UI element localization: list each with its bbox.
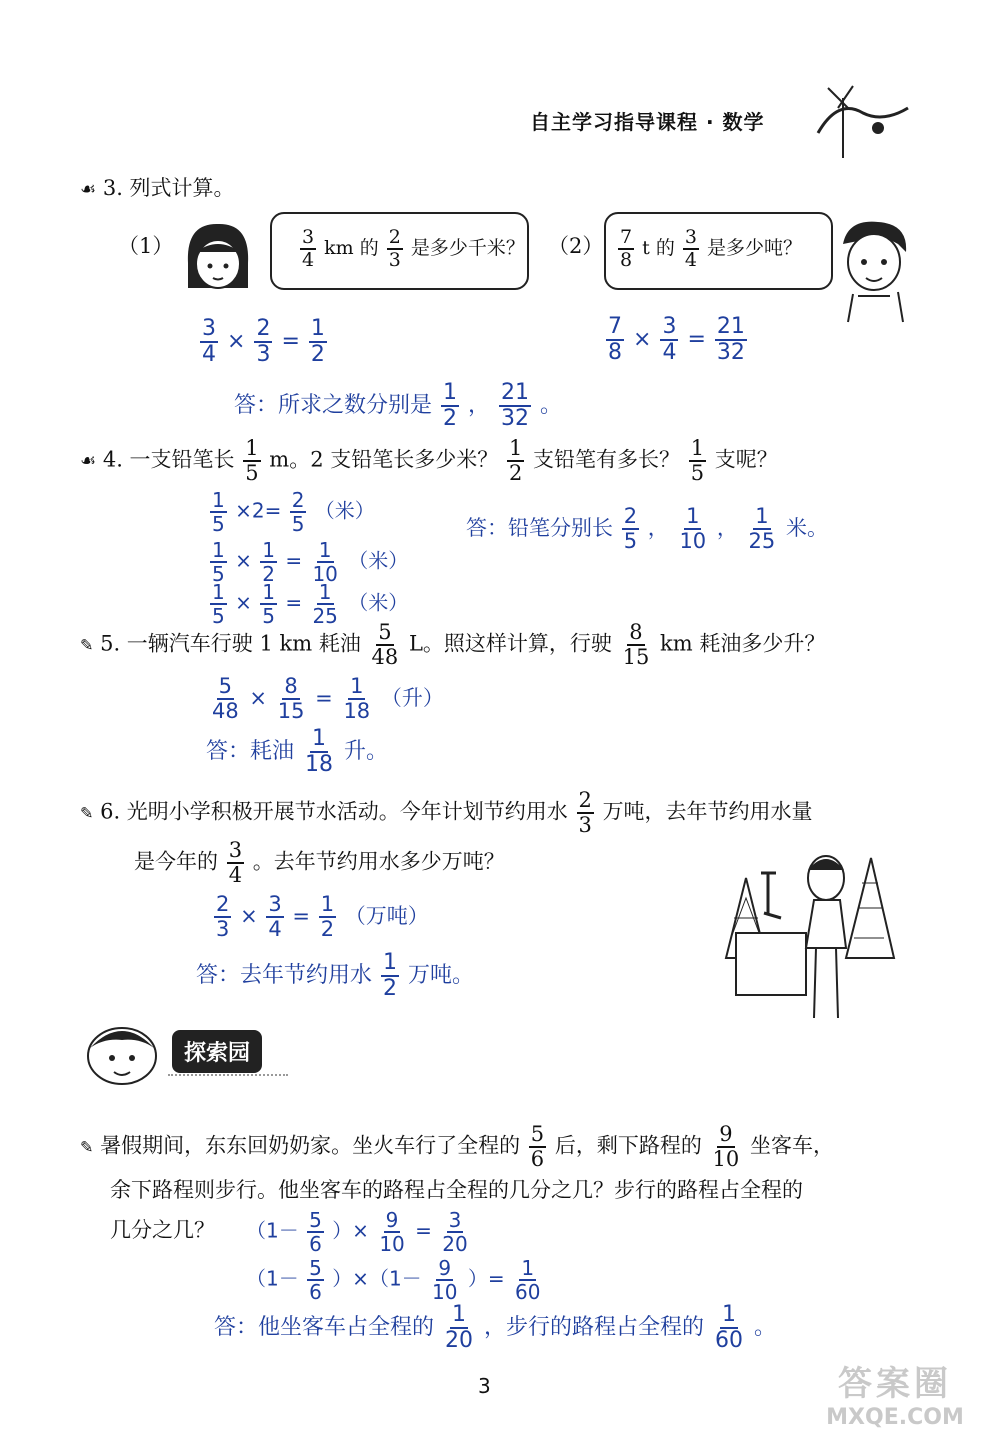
- question-6-answer: 答：去年节约用水 $\frac{1}{2}$ 万吨。: [196, 950, 475, 1001]
- question-5-calc: $\frac{5}{48}$ × $\frac{8}{15}$ = $\frac{1}{18}$ （升）: [212, 674, 444, 723]
- question-4-answer: 答：铅笔分别长 $\frac{2}{5}$ ， $\frac{1}{10}$ ， $\frac{1}{25}$ 米。: [466, 504, 828, 553]
- fraction: $\frac{3}{4}$: [302, 226, 315, 271]
- fraction: $\frac{7}{8}$: [620, 226, 633, 271]
- question-4-calc-3: $\frac{1}{5}$ × $\frac{1}{5}$ = $\frac{1}{25}$ （米）: [212, 580, 409, 628]
- question-6-line2: 是今年的 $\frac{3}{4}$ 。去年节约用水多少万吨？: [134, 838, 505, 887]
- question-6-line1: ✎ 6. 光明小学积极开展节水活动。今年计划节约用水 $\frac{2}{3}$ 万吨，去年节约用水量: [80, 788, 813, 837]
- question-6-calc: $\frac{2}{3}$ × $\frac{3}{4}$ = $\frac{1}{2}$ （万吨）: [216, 892, 429, 941]
- leaf-icon: ✎: [80, 803, 94, 823]
- explore-badge: 探索园: [172, 1030, 262, 1073]
- question-3-answer: 答：所求之数分别是 $\frac{1}{2}$ ， $\frac{21}{32}$ 。: [234, 380, 563, 431]
- fraction: $\frac{3}{4}$: [684, 226, 697, 271]
- boy-illustration: [828, 214, 918, 324]
- question-5-text: ✎ 5. 一辆汽车行驶 1 km 耗油 $\frac{5}{48}$ L。照这样计算，行驶 $\frac{8}{15}$ km 耗油多少升？: [80, 620, 826, 669]
- water-saving-illustration: [706, 838, 896, 1023]
- question-4-calc-1: $\frac{1}{5}$ ×2= $\frac{2}{5}$ （米）: [212, 488, 375, 536]
- explore-line3: 几分之几？: [110, 1218, 215, 1242]
- watermark-url: MXQE.COM: [826, 1405, 964, 1430]
- pencil-icon: ✎: [80, 1137, 94, 1157]
- explore-line2: 余下路程则步行。他坐客车的路程占全程的几分之几？步行的路程占全程的: [110, 1178, 803, 1202]
- page-number: 3: [478, 1374, 491, 1398]
- header-decoration-icon: [808, 78, 918, 168]
- leaf-icon: ☙: [80, 450, 97, 472]
- question-3-title: ☙ 3. 列式计算。: [80, 176, 235, 200]
- question-3-calc-1: $\frac{3}{4}$ × $\frac{2}{3}$ = $\frac{1}{2}$: [202, 316, 325, 367]
- watermark-logo: 答案圈: [838, 1364, 952, 1404]
- leaf-icon: ☙: [80, 179, 97, 200]
- explore-answer: 答：他坐客车占全程的 $\frac{1}{20}$ ，步行的路程占全程的 $\frac{1}{60}$ 。: [214, 1302, 777, 1353]
- explore-calc-2: （1－ $\frac{5}{6}$ ）×（1－ $\frac{9}{10}$ ）= $\frac{1}{60}$: [246, 1256, 541, 1304]
- question-3-part1-bubble: $\frac{3}{4}$ km 的 $\frac{2}{3}$ 是多少千米？: [270, 212, 529, 290]
- question-3-calc-2: $\frac{7}{8}$ × $\frac{3}{4}$ = $\frac{21}{32}$: [608, 314, 745, 365]
- question-4-text: ☙ 4. 一支铅笔长 $\frac{1}{5}$ m。2 支铅笔长多少米？ $\frac{1}{2}$ 支铅笔有多长？ $\frac{1}{5}$ 支呢？: [80, 436, 778, 485]
- leaf-icon: ✎: [80, 635, 94, 655]
- explore-line1: ✎ 暑假期间，东东回奶奶家。坐火车行了全程的 $\frac{5}{6}$ 后，剩下路程的 $\frac{9}{10}$ 坐客车，: [80, 1122, 834, 1171]
- page-header-title: 自主学习指导课程 · 数学: [530, 110, 765, 134]
- fraction: $\frac{2}{3}$: [388, 226, 401, 271]
- girl-illustration: [178, 218, 258, 298]
- explore-calc-1: （1－ $\frac{5}{6}$ ）× $\frac{9}{10}$ = $\frac{3}{20}$: [246, 1208, 468, 1256]
- watermark: [810, 1356, 980, 1430]
- question-3-part2-label: （2）: [548, 234, 604, 258]
- explore-divider: [168, 1074, 288, 1076]
- question-3-part1-label: （1）: [118, 234, 174, 258]
- explore-badge-girl-icon: [80, 1018, 164, 1088]
- question-3-part2-bubble: $\frac{7}{8}$ t 的 $\frac{3}{4}$ 是多少吨？: [604, 212, 833, 290]
- question-5-answer: 答：耗油 $\frac{1}{18}$ 升。: [206, 726, 389, 777]
- question-4-calc-2: $\frac{1}{5}$ × $\frac{1}{2}$ = $\frac{1}{10}$ （米）: [212, 538, 409, 586]
